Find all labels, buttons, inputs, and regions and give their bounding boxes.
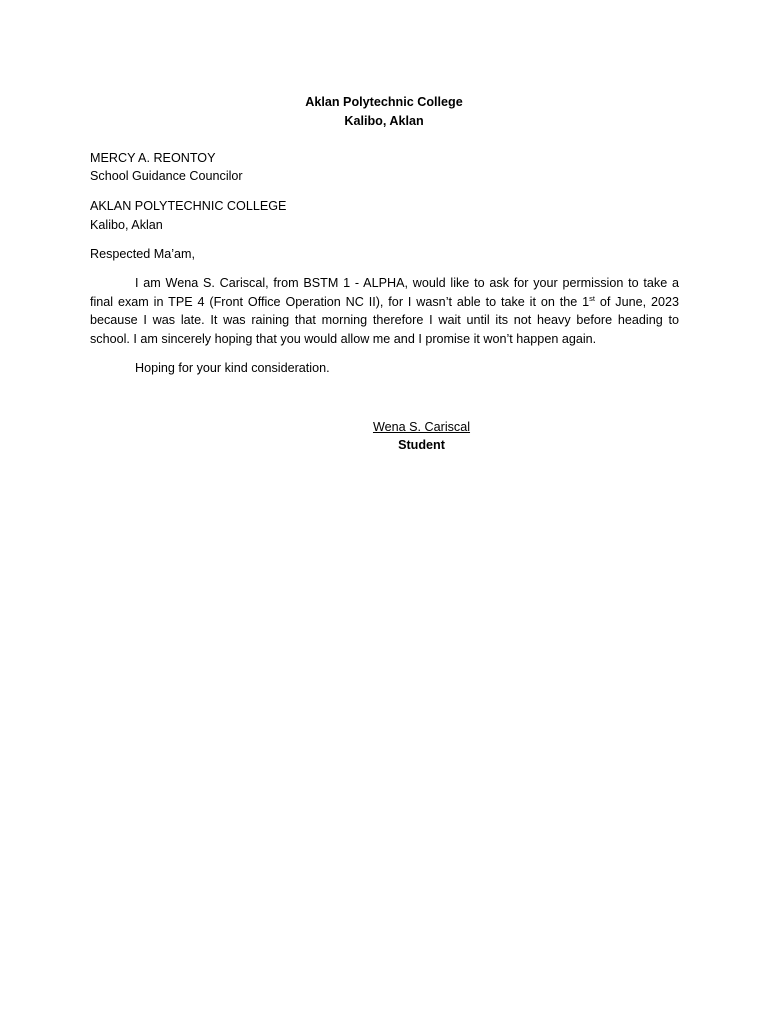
- signature-name: Wena S. Cariscal: [372, 420, 471, 434]
- letter-body-part1: I am Wena S. Cariscal, from BSTM 1 - ALPHA, would like to ask for your permission to take a final exam in TPE 4 (Front Office Operation NC II), for I wasn’t able to take it on the 1: [90, 276, 679, 309]
- letter-body: [90, 274, 679, 348]
- ordinal-suffix: st: [589, 293, 595, 303]
- recipient-organization: AKLAN POLYTECHNIC COLLEGE: [90, 199, 287, 213]
- salutation: Respected Ma’am,: [90, 247, 195, 261]
- recipient-title: School Guidance Councilor: [90, 169, 243, 183]
- letter-body-part2: of June, 2023 because I was late. It was raining that morning therefore I wait until its not heavy before heading to school. I am sincerely hoping that you would allow me and I promise it won’t happen again.: [90, 294, 679, 346]
- institution-location: Kalibo, Aklan: [344, 114, 424, 128]
- recipient-address: Kalibo, Aklan: [90, 218, 163, 232]
- recipient-name: MERCY A. REONTOY: [90, 151, 216, 165]
- signature-role: Student: [398, 438, 445, 452]
- closing-line: Hoping for your kind consideration.: [135, 361, 330, 375]
- institution-heading: Aklan Polytechnic College: [305, 95, 463, 109]
